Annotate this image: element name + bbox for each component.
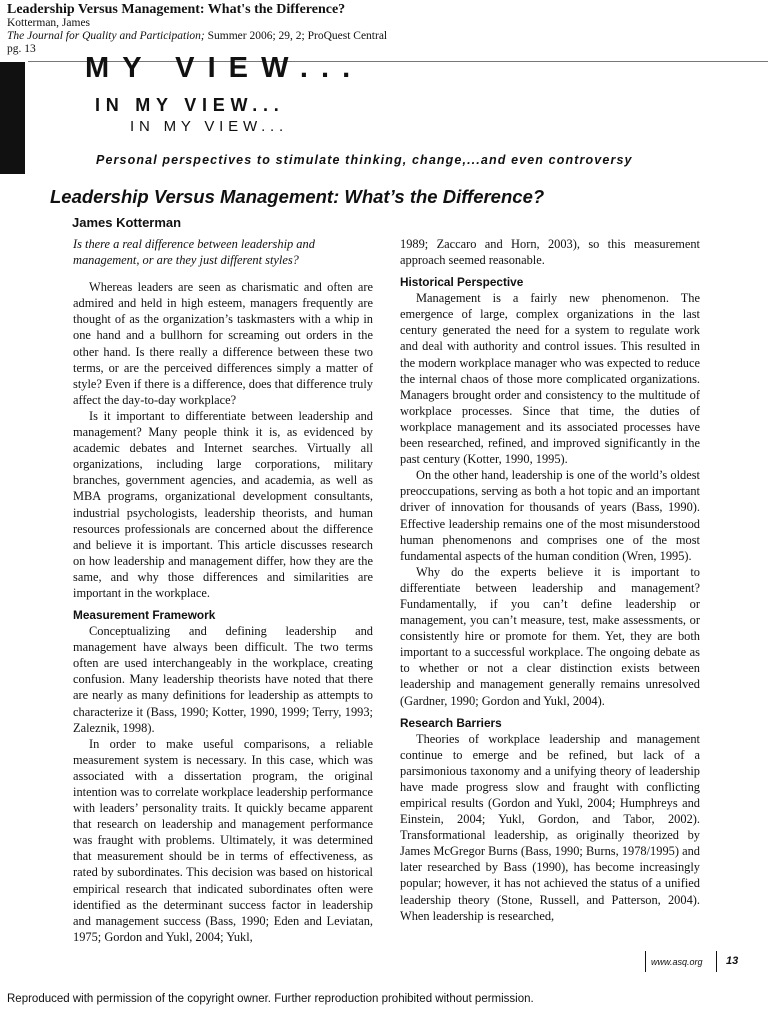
citation-author: Kotterman, James — [7, 17, 91, 29]
citation-issue: Summer 2006; 29, 2; ProQuest Central — [204, 30, 388, 42]
article-left-column — [73, 236, 373, 945]
history-paragraph-3: Why do the experts believe it is important to differentiate between leadership and management? Fundamentally, if you can’t define leadership or management, you can’t measure, test, make assessments, or consistently hire or promote for them. Yet, they are both important to a successful workplace. The ongoing debate as to whether or not a clear distinction exists between leadership and management generally remains unresolved (Gardner, 1990; Gordon and Yukl, 2004). — [400, 564, 700, 708]
article-title: Leadership Versus Management: What’s the Difference? — [50, 186, 545, 207]
article-author: James Kotterman — [72, 215, 182, 230]
citation-source — [7, 30, 707, 43]
banner-line-1: MY VIEW... — [85, 54, 364, 80]
continuation-paragraph: 1989; Zaccaro and Horn, 2003), so this measurement approach seemed reasonable. — [400, 237, 700, 268]
citation-header — [7, 2, 707, 56]
measurement-paragraph-2: In order to make useful comparisons, a reliable measurement system is necessary. In this case, which was associated with a dissertation program, the original intention was to correlate workplace leadership performance with leaders’ personality traits. It quickly became apparent that research on leadership and management performance was fraught with problems. Ultimately, it was determined that measurement should be in terms of effectiveness, as rated by subordinates. This decision was based on historical empirical research that indicated subordinates often were identified as the determinant success factor in leadership and management success (Bass, 1990; Eden and Leviatan, 1975; Gordon and Yukl, 2004; Yukl, — [73, 736, 373, 944]
barriers-paragraph-1: Theories of workplace leadership and management continue to emerge and be refined, but lack of a parsimonious taxonomy and a unifying theory of leadership have made progress slow and fraught with conflicting empirical results (Gordon and Yukl, 2004; Humphreys and Einstein, 2004; Yukl, Gordon, and Tabor, 2002). Transformational leadership, as originally theorized by James McGregor Burns (Bass, 1990; Burns, 1978/1995) and later researched by Bass (1990), has become increasingly popular; however, it has not achieved the status of a unified leadership theory (Stone, Russell, and Patterson, 2004). When leadership is researched, — [400, 731, 700, 923]
history-paragraph-2: On the other hand, leadership is one of the world’s oldest preoccupations, serving as both a hot topic and an important driver of innovation for thousands of years (Bass, 1990). Effective leadership remains one of the most misunderstood human phenomenons and comprises one of the most fundamental aspects of the human condition (Wren, 1995). — [400, 468, 700, 563]
citation-journal: The Journal for Quality and Participation; — [7, 30, 205, 42]
heading-research-barriers: Research Barriers — [400, 715, 502, 730]
banner-tagline: Personal perspectives to stimulate thinking, change,...and even controversy — [96, 153, 633, 167]
banner-line-2: IN MY VIEW... — [95, 95, 285, 115]
heading-historical-perspective: Historical Perspective — [400, 275, 524, 290]
sidebar-accent-bar — [0, 62, 25, 174]
heading-measurement-framework: Measurement Framework — [73, 608, 216, 623]
article-right-column — [400, 236, 700, 924]
footer-url[interactable]: www.asq.org — [651, 957, 703, 967]
banner-line-3: IN MY VIEW... — [130, 118, 288, 135]
measurement-paragraph-1: Conceptualizing and defining leadership and management have always been difficult. The two terms often are used interchangeably in the workplace, creating confusion. Many leadership theorists have noted that there are nearly as many definitions for leadership as attempts to characterize it (Bass, 1990; Kotter, 1990, 1999; Terry, 1993; Zaleznik, 1998). — [73, 624, 373, 735]
intro-paragraph-2: Is it important to differentiate between leadership and management? Many people think it is, as evidenced by academic debates and Internet searches. Virtually all organizations, including large corporations, military branches, government agencies, and academia, as well as MBA programs, organizational development consultants, industrial psychologists, leadership theorists, and human resources professionals are concerned about the difference and believe it is important. This article discusses research on how leadership and management differ, how they are the same, and why those differences and similarities are important in the workplace. — [73, 408, 373, 600]
citation-title: Leadership Versus Management: What's the Difference? — [7, 2, 346, 17]
footer-page-number: 13 — [726, 955, 739, 967]
reproduction-notice: Reproduced with permission of the copyright owner. Further reproduction prohibited without permission. — [7, 993, 534, 1005]
history-paragraph-1: Management is a fairly new phenomenon. The emergence of large, complex organizations in the last century generated the need for a system to regulate work and deal with authority and control issues. This resulted in the modern workplace manager who was expected to reduce the internal chaos of those more complicated organizations. Managers brought order and consistency to the multitude of workplace processes. Since that time, the duties of workplace management and its associated processes have been researched, refined, and improved significantly in the past century (Kotter, 1990, 1995). — [400, 291, 700, 467]
citation-page: pg. 13 — [7, 43, 36, 55]
intro-paragraph-1: Whereas leaders are seen as charismatic and often are admired and held in high esteem, managers frequently are thought of as the organization’s taskmasters with a whip in one hand and a bullhorn for screaming out orders in the other hand. Is there really a difference between these two terms, or are the perceived differences simply a matter of style? Even if there is a difference, does that difference truly affect the day-to-day workplace? — [73, 280, 373, 407]
article-lede: Is there a real difference between leadership and management, or are they just different styles? — [73, 237, 315, 268]
